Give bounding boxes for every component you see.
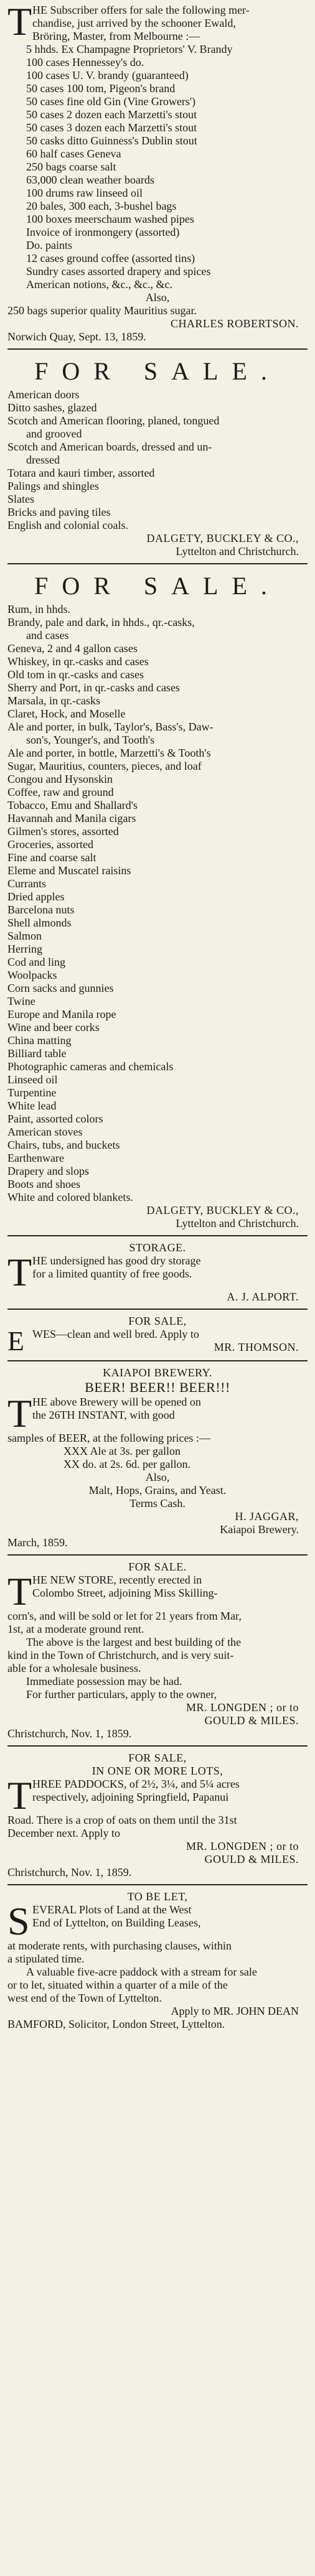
list-item: Geneva, 2 and 4 gallon cases: [7, 642, 138, 655]
list-item: Turpentine: [7, 1086, 57, 1099]
divider: [7, 1309, 308, 1310]
list-item: Gilmen's stores, assorted: [7, 825, 119, 838]
drop-cap: E: [7, 1326, 24, 1356]
contact-line: GOULD & MILES.: [204, 1853, 299, 1865]
drop-cap: T: [7, 1250, 32, 1294]
opening-line: HE Subscriber offers for sale the following mer-: [32, 4, 250, 16]
signature: H. JAGGAR,: [235, 1510, 299, 1523]
body-line: 1st, at a moderate ground rent.: [7, 1623, 144, 1635]
list-item: Fine and coarse salt: [7, 851, 96, 864]
body-line: kind in the Town of Christchurch, and is very suit-: [7, 1649, 234, 1661]
divider: [7, 1745, 308, 1747]
list-item: 100 drums raw linseed oil: [26, 187, 143, 199]
list-item: 250 bags coarse salt: [26, 161, 116, 173]
divider: [7, 1884, 308, 1885]
list-item: Ale and porter, in bottle, Marzetti's & Tooth's: [7, 747, 211, 759]
list-item: Barcelona nuts: [7, 903, 75, 916]
list-item: Earthenware: [7, 1152, 64, 1164]
dateline: March, 1859.: [7, 1536, 68, 1549]
contact-line: MR. LONGDEN ; or to: [186, 1701, 299, 1714]
list-item: 50 cases 100 tom, Pigeon's brand: [26, 82, 176, 95]
list-item: China matting: [7, 1034, 72, 1047]
opening-line: chandise, just arrived by the schooner Ewald,: [32, 17, 236, 29]
body-line: Apply to MR. JOHN DEAN: [171, 2005, 299, 2017]
place: Lyttelton and Christchurch.: [176, 545, 299, 558]
list-item: Twine: [7, 995, 35, 1007]
divider: [7, 348, 308, 350]
body-line: respectively, adjoining Springfield, Papanui: [32, 1791, 229, 1803]
list-item: Herring: [7, 943, 42, 955]
list-item: Shell almonds: [7, 917, 72, 929]
list-item: English and colonial coals.: [7, 519, 128, 531]
contact-line: MR. LONGDEN ; or to: [186, 1840, 299, 1852]
list-item: Europe and Manila rope: [7, 1008, 116, 1020]
section-heading: FOR SALE.: [34, 357, 281, 385]
ewes-advertisement: [7, 1315, 308, 1355]
extra-item: 250 bags superior quality Mauritius sugar.: [7, 304, 197, 317]
list-item: Tobacco, Emu and Shallard's: [7, 799, 138, 811]
body-line: For further particulars, apply to the owner,: [26, 1688, 217, 1701]
list-item: Woolpacks: [7, 969, 57, 981]
list-item: Wine and beer corks: [7, 1021, 100, 1034]
list-item: Rum, in hhds.: [7, 603, 71, 615]
body-line: able for a wholesale business.: [7, 1662, 141, 1674]
list-item: Paint, assorted colors: [7, 1113, 103, 1125]
dalgety-timber-advertisement: [7, 355, 308, 558]
beer-banner: BEER! BEER!! BEER!!!: [85, 1379, 230, 1395]
list-item: Scotch and American flooring, planed, tongued: [7, 414, 220, 427]
land-lease-advertisement: [7, 1890, 308, 2031]
opening-line: Bröring, Master, from Melbourne :—: [32, 30, 200, 42]
list-item: 50 cases 2 dozen each Marzetti's stout: [26, 108, 197, 121]
list-item: dressed: [26, 454, 60, 466]
section-heading: TO BE LET,: [127, 1890, 188, 1903]
body-line: west end of the Town of Lyttelton.: [7, 1992, 162, 2004]
divider: [7, 563, 308, 564]
divider: [7, 1554, 308, 1556]
body-line: Colombo Street, adjoining Miss Skilling-: [32, 1587, 218, 1599]
list-item: Sundry cases assorted drapery and spices: [26, 265, 211, 278]
list-item: American stoves: [7, 1126, 83, 1138]
list-item: 50 cases 3 dozen each Marzetti's stout: [26, 121, 197, 134]
list-item: American doors: [7, 388, 80, 401]
list-item: Boots and shoes: [7, 1178, 80, 1190]
dateline: Christchurch, Nov. 1, 1859.: [7, 1727, 132, 1740]
list-item: Ale and porter, in bulk, Taylor's, Bass's, Daw-: [7, 721, 214, 733]
body-line: HE above Brewery will be opened on: [32, 1396, 201, 1408]
price-line: XXX Ale at 3s. per gallon: [63, 1445, 181, 1457]
section-heading: KAIAPOI BREWERY.: [103, 1366, 212, 1379]
body-line: Immediate possession may be had.: [26, 1675, 182, 1687]
dalgety-merchandise-advertisement: [7, 569, 308, 1230]
body-line: December next. Apply to: [7, 1827, 120, 1839]
body-line: End of Lyttelton, on Building Leases,: [32, 1916, 201, 1929]
contact-line: GOULD & MILES.: [204, 1714, 299, 1727]
drop-cap: T: [7, 0, 32, 44]
drop-cap: T: [7, 1569, 32, 1613]
dateline: Christchurch, Nov. 1, 1859.: [7, 1866, 132, 1878]
section-heading: FOR SALE.: [128, 1561, 187, 1573]
list-item: Drapery and slops: [7, 1165, 89, 1177]
section-heading: STORAGE.: [129, 1241, 186, 1254]
body-line: the 26TH INSTANT, with good: [32, 1409, 175, 1421]
list-item: 12 cases ground coffee (assorted tins): [26, 252, 195, 264]
list-item: Havannah and Manila cigars: [7, 812, 136, 824]
list-item: Slates: [7, 493, 34, 505]
brewery-advertisement: [7, 1366, 308, 1549]
signature: MR. THOMSON.: [214, 1341, 299, 1353]
list-item: 5 hhds. Ex Champagne Proprietors' V. Brandy: [26, 43, 233, 55]
list-item: Marsala, in qr.-casks: [7, 694, 100, 707]
signature: DALGETY, BUCKLEY & CO.,: [146, 532, 299, 544]
storage-advertisement: [7, 1241, 308, 1304]
list-item: Coffee, raw and ground: [7, 786, 114, 798]
body-line: Road. There is a crop of oats on them until the 31st: [7, 1814, 237, 1826]
paddocks-advertisement: [7, 1752, 308, 1879]
list-item: Dried apples: [7, 890, 65, 903]
also-text: Malt, Hops, Grains, and Yeast.: [88, 1484, 227, 1496]
body-line: HE NEW STORE, recently erected in: [32, 1574, 202, 1586]
list-item: Salmon: [7, 930, 42, 942]
list-item: Whiskey, in qr.-casks and cases: [7, 655, 149, 668]
body-line: at moderate rents, with purchasing clauses, within: [7, 1939, 232, 1952]
price-line: XX do. at 2s. 6d. per gallon.: [63, 1458, 190, 1470]
section-heading: FOR SALE.: [34, 572, 281, 600]
also-label: Also,: [145, 291, 170, 304]
list-item: 60 half cases Geneva: [26, 147, 121, 160]
body-line: HE undersigned has good dry storage: [32, 1254, 201, 1267]
list-item: 50 cases fine old Gin (Vine Growers'): [26, 95, 196, 108]
body-line: EVERAL Plots of Land at the West: [32, 1903, 192, 1916]
list-item: Bricks and paving tiles: [7, 506, 111, 518]
place: Lyttelton and Christchurch.: [176, 1217, 299, 1230]
terms: Terms Cash.: [129, 1497, 186, 1510]
body-line: for a limited quantity of free goods.: [32, 1267, 192, 1280]
signature: CHARLES ROBERTSON.: [171, 317, 299, 330]
drop-cap: S: [7, 1899, 30, 1943]
list-item: Invoice of ironmongery (assorted): [26, 226, 180, 238]
divider: [7, 1235, 308, 1236]
body-line: a stipulated time.: [7, 1953, 85, 1965]
list-item: son's, Younger's, and Tooth's: [26, 734, 155, 746]
list-item: Scotch and American boards, dressed and un-: [7, 441, 212, 453]
list-item: Groceries, assorted: [7, 838, 93, 851]
robertson-advertisement: [7, 0, 308, 343]
list-item: American notions, &c., &c., &c.: [26, 278, 172, 291]
list-item: Sugar, Mauritius, counters, pieces, and loaf: [7, 760, 202, 772]
body-line: or to let, situated within a quarter of a mile of the: [7, 1979, 228, 1991]
list-item: 20 bales, 300 each, 3-bushel bags: [26, 200, 177, 212]
list-item: Photographic cameras and chemicals: [7, 1060, 174, 1073]
body-line: HREE PADDOCKS, of 2½, 3¼, and 5¼ acres: [32, 1778, 240, 1790]
section-heading: FOR SALE,: [128, 1315, 187, 1327]
signature: A. J. ALPORT.: [227, 1290, 299, 1303]
list-item: Ditto sashes, glazed: [7, 401, 97, 414]
new-store-advertisement: [7, 1561, 308, 1740]
divider: [7, 1360, 308, 1361]
list-item: 100 cases Hennessey's do.: [26, 56, 144, 68]
list-item: Totara and kauri timber, assorted: [7, 467, 155, 479]
list-item: Chairs, tubs, and buckets: [7, 1139, 120, 1151]
place: Kaiapoi Brewery.: [220, 1523, 299, 1536]
list-item: Sherry and Port, in qr.-casks and cases: [7, 681, 180, 694]
list-item: 100 cases U. V. brandy (guaranteed): [26, 69, 189, 82]
body-line: corn's, and will be sold or let for 21 years from Mar,: [7, 1610, 242, 1622]
list-item: Palings and shingles: [7, 480, 99, 492]
section-subheading: IN ONE OR MORE LOTS,: [92, 1765, 223, 1777]
body-line: BAMFORD, Solicitor, London Street, Lyttelton.: [7, 2018, 225, 2030]
body-line: samples of BEER, at the following prices :—: [7, 1432, 210, 1444]
list-item: and cases: [26, 629, 69, 642]
list-item: Corn sacks and gunnies: [7, 982, 114, 994]
list-item: Billiard table: [7, 1047, 67, 1060]
also-label: Also,: [145, 1471, 170, 1483]
dateline: Norwich Quay, Sept. 13, 1859.: [7, 330, 146, 343]
signature: DALGETY, BUCKLEY & CO.,: [146, 1204, 299, 1216]
body-line: WES—clean and well bred. Apply to: [32, 1328, 199, 1340]
list-item: Congou and Hysonskin: [7, 773, 113, 785]
drop-cap: T: [7, 1391, 32, 1435]
list-item: Do. paints: [26, 239, 72, 251]
list-item: White and colored blankets.: [7, 1191, 133, 1203]
list-item: 50 casks ditto Guinness's Dublin stout: [26, 134, 197, 147]
list-item: Eleme and Muscatel raisins: [7, 864, 131, 877]
list-item: Currants: [7, 877, 46, 890]
list-item: Linseed oil: [7, 1073, 58, 1086]
list-item: Old tom in qr.-casks and cases: [7, 668, 144, 681]
section-heading: FOR SALE,: [128, 1752, 187, 1764]
list-item: Claret, Hock, and Moselle: [7, 707, 126, 720]
list-item: 100 boxes meerschaum washed pipes: [26, 213, 194, 225]
body-line: The above is the largest and best building of the: [26, 1636, 242, 1648]
drop-cap: T: [7, 1773, 32, 1818]
body-line: A valuable five-acre paddock with a stream for sale: [26, 1966, 257, 1978]
list-item: Brandy, pale and dark, in hhds., qr.-casks,: [7, 616, 195, 628]
list-item: and grooved: [26, 427, 82, 440]
list-item: Cod and ling: [7, 956, 65, 968]
list-item: White lead: [7, 1099, 57, 1112]
list-item: 63,000 clean weather boards: [26, 174, 154, 186]
